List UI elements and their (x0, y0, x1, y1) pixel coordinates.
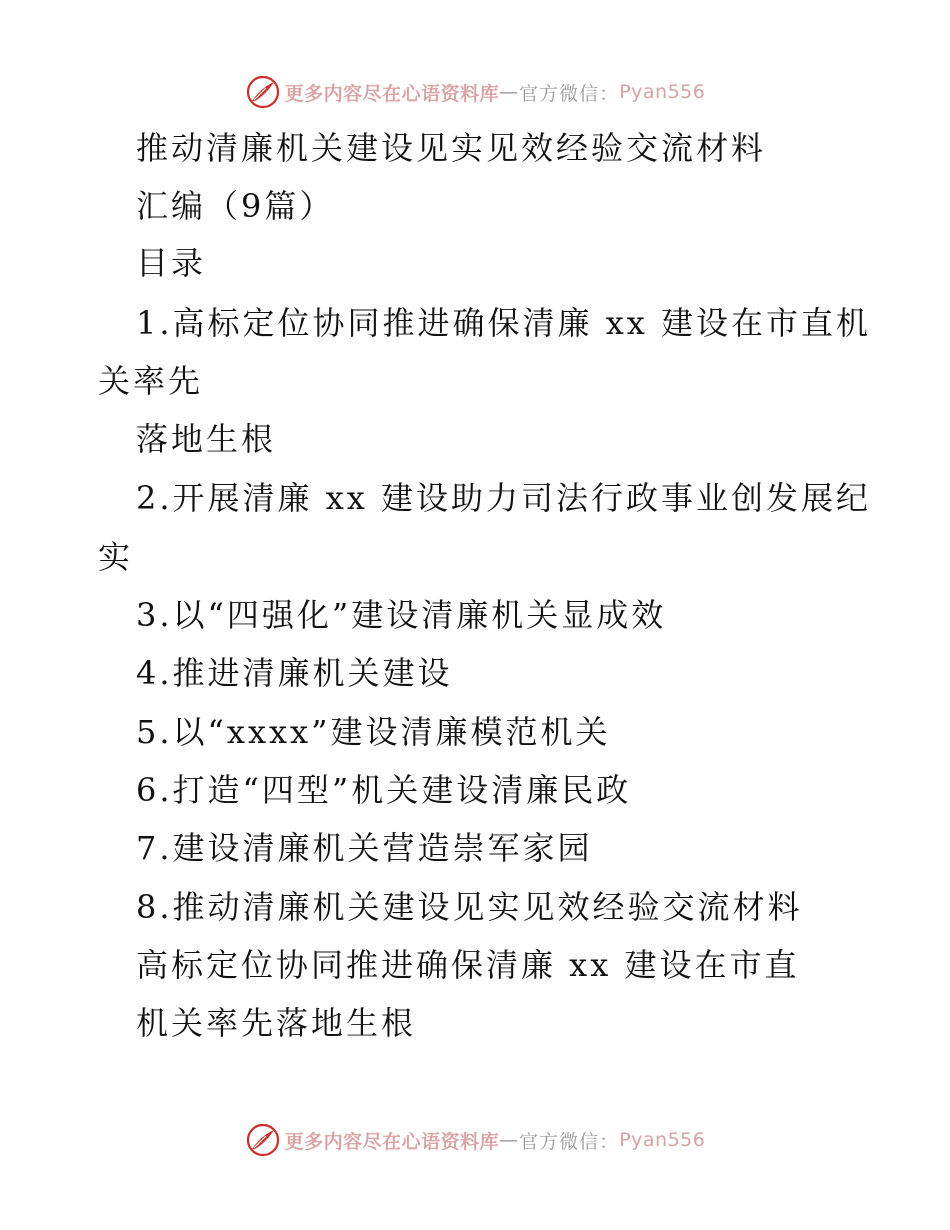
toc-item-1-line-1: 1.高标定位协同推进确保清廉 xx 建设在市直机 (136, 304, 871, 342)
watermark-sub-text: 官方微信： (519, 1130, 620, 1153)
doc-title-line-1: 推动清廉机关建设见实见效经验交流材料 (136, 129, 767, 167)
toc-item-3: 3.以“四强化”建设清廉机关显成效 (136, 596, 667, 634)
section-heading-line-2: 机关率先落地生根 (136, 1004, 417, 1042)
watermark-sub-text: 官方微信： (519, 82, 620, 105)
quill-pen-circle-icon (245, 1122, 281, 1158)
watermark-banner-top (0, 70, 950, 114)
toc-item-2-line-2: 实 (98, 538, 134, 576)
toc-heading: 目录 (136, 244, 207, 282)
quill-pen-circle-icon (245, 74, 281, 110)
watermark-dash: — (499, 81, 520, 103)
toc-item-4: 4.推进清廉机关建设 (136, 654, 453, 692)
watermark-wechat-id: Pyan556 (619, 1129, 706, 1151)
watermark-banner-bottom (0, 1118, 950, 1162)
watermark-dash: — (499, 1129, 520, 1151)
toc-item-6: 6.打造“四型”机关建设清廉民政 (136, 771, 632, 809)
toc-item-1-line-3: 落地生根 (136, 420, 277, 458)
watermark-main-text: 更多内容尽在心语资料库 (284, 1130, 500, 1153)
toc-item-2-line-1: 2.开展清廉 xx 建设助力司法行政事业创发展纪 (136, 479, 871, 517)
toc-item-5: 5.以“xxxx”建设清廉模范机关 (136, 713, 611, 751)
toc-item-8: 8.推动清廉机关建设见实见效经验交流材料 (136, 888, 803, 926)
watermark-wechat-id: Pyan556 (619, 81, 706, 103)
toc-item-7: 7.建设清廉机关营造崇军家园 (136, 829, 593, 867)
section-heading-line-1: 高标定位协同推进确保清廉 xx 建设在市直 (136, 946, 800, 984)
toc-item-1-line-2: 关率先 (98, 362, 204, 400)
watermark-main-text: 更多内容尽在心语资料库 (284, 82, 500, 105)
doc-title-line-2: 汇编（9篇） (136, 187, 335, 225)
